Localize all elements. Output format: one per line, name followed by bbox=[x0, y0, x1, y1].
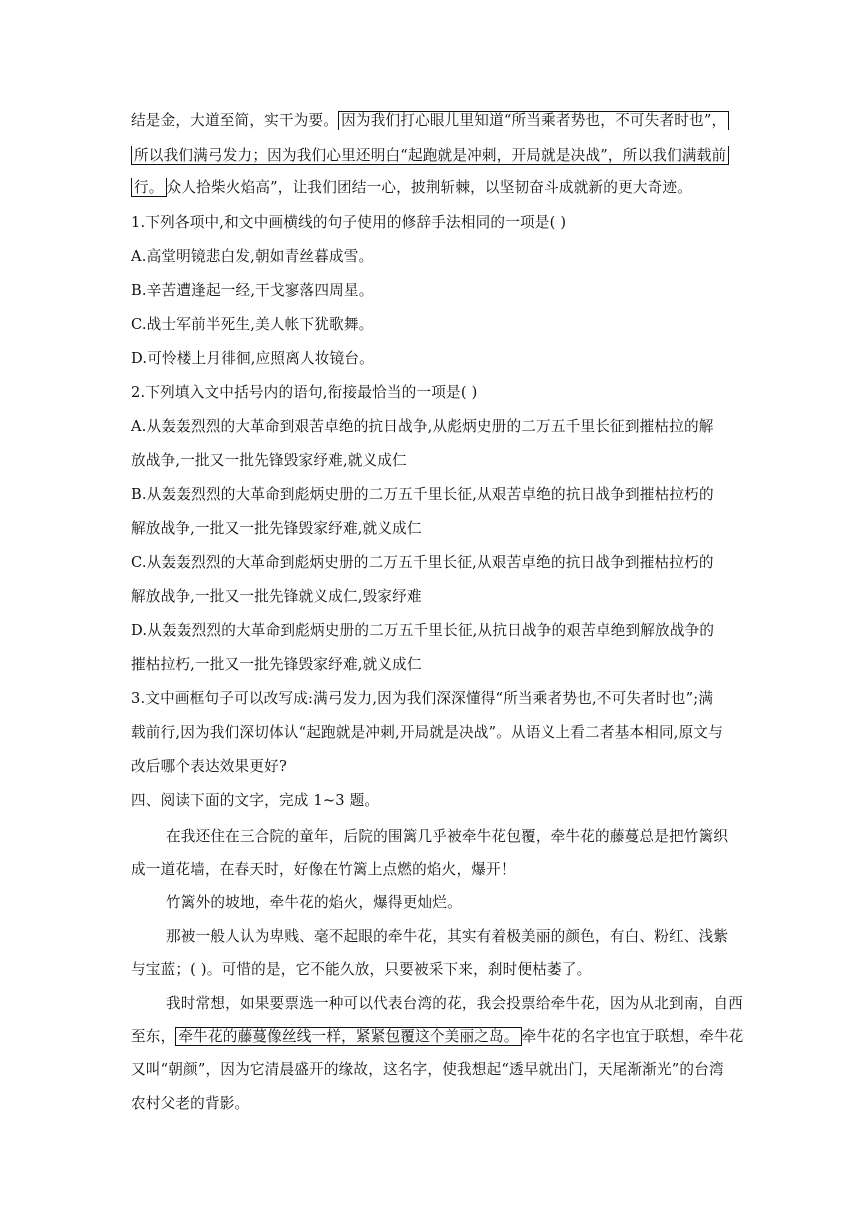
question-3-line-3: 改后哪个表达效果更好? bbox=[131, 758, 287, 775]
passage-line-2 bbox=[131, 145, 729, 167]
question-2-option-d-line-1: D.从轰轰烈烈的大革命到彪炳史册的二万五千里长征,从抗日战争的艰苦卓绝到解放战争的 bbox=[131, 622, 715, 639]
passage-text: 众人拾柴火焰高”，让我们团结一心，披荆斩棘，以坚韧奋斗成就新的更大奇迹。 bbox=[166, 179, 693, 196]
reading-paragraph-4-line-1: 我时常想，如果要票选一种可以代表台湾的花，我会投票给牵牛花，因为从北到南，自西 bbox=[166, 995, 743, 1012]
reading-paragraph-3-line-1: 那被一般人认为卑贱、毫不起眼的牵牛花，其实有着极美丽的颜色，有白、粉红、浅紫 bbox=[166, 928, 729, 945]
reading-paragraph-1-line-1: 在我还住在三合院的童年，后院的围篱几乎被牵牛花包覆，牵牛花的藤蔓总是把竹篱织 bbox=[166, 828, 729, 845]
reading-paragraph-4-line-2 bbox=[131, 1026, 744, 1048]
question-1-stem: 1.下列各项中,和文中画横线的句子使用的修辞手法相同的一项是( ) bbox=[131, 214, 567, 231]
passage-line-1 bbox=[131, 110, 729, 132]
reading-paragraph-2: 竹篱外的坡地，牵牛花的焰火，爆得更灿烂。 bbox=[166, 894, 462, 911]
question-2-option-d-line-2: 摧枯拉朽,一批又一批先锋毁家纾难,就义成仁 bbox=[131, 656, 422, 673]
question-2-option-c-line-2: 解放战争,一批又一批先锋就义成仁,毁家纾难 bbox=[131, 588, 422, 605]
framed-sentence-part: 行。 bbox=[131, 178, 167, 197]
question-2-option-c-line-1: C.从轰轰烈烈的大革命到彪炳史册的二万五千里长征,从艰苦卓绝的抗日战争到摧枯拉朽的 bbox=[131, 554, 714, 571]
question-2-option-a-line-2: 放战争,一批又一批先锋毁家纾难,就义成仁 bbox=[131, 452, 407, 469]
passage-text: 结是金，大道至简，实干为要。 bbox=[131, 112, 339, 129]
framed-sentence-part: 因为我们打心眼儿里知道“所当乘者势也，不可失者时也”， bbox=[338, 111, 729, 130]
reading-paragraph-4-line-4: 农村父老的背影。 bbox=[131, 1095, 250, 1112]
passage-line-3 bbox=[131, 177, 692, 199]
question-3-line-2: 载前行,因为我们深切体认“起跑就是冲刺,开局就是决战”。从语义上看二者基本相同,原文与 bbox=[131, 724, 724, 741]
question-1-option-a: A.高堂明镜悲白发,朝如青丝暮成雪。 bbox=[131, 248, 374, 265]
passage-text: 牵牛花的名字也宜于联想，牵牛花 bbox=[521, 1028, 744, 1045]
reading-paragraph-1-line-2: 成一道花墙，在春天时，好像在竹篱上点燃的焰火，爆开！ bbox=[131, 861, 516, 878]
reading-paragraph-3-line-2: 与宝蓝；( )。可惜的是，它不能久放，只要被采下来，刹时便枯萎了。 bbox=[131, 961, 592, 978]
framed-sentence-part: 所以我们满弓发力；因为我们心里还明白“起跑就是冲刺，开局就是决战”，所以我们满载前 bbox=[131, 146, 729, 165]
passage-text: 至东， bbox=[131, 1028, 176, 1045]
question-1-option-c: C.战士军前半死生,美人帐下犹歌舞。 bbox=[131, 316, 374, 333]
framed-sentence: 牵牛花的藤蔓像丝线一样，紧紧包覆这个美丽之岛。 bbox=[175, 1027, 521, 1046]
question-1-option-b: B.辛苦遭逢起一经,干戈寥落四周星。 bbox=[131, 282, 374, 299]
reading-paragraph-4-line-3: 又叫“朝颜”，因为它清晨盛开的缘故，这名字，使我想起“透早就出门，天尾渐渐光”的台湾 bbox=[131, 1061, 724, 1078]
question-2-option-b-line-1: B.从轰轰烈烈的大革命到彪炳史册的二万五千里长征,从艰苦卓绝的抗日战争到摧枯拉朽的 bbox=[131, 486, 714, 503]
section-4-heading: 四、阅读下面的文字，完成 1~3 题。 bbox=[131, 792, 380, 809]
question-1-option-d: D.可怜楼上月徘徊,应照离人妆镜台。 bbox=[131, 350, 374, 367]
question-3-line-1: 3.文中画框句子可以改写成:满弓发力,因为我们深深懂得“所当乘者势也,不可失者时也”;满 bbox=[131, 690, 714, 707]
question-2-option-a-line-1: A.从轰轰烈烈的大革命到艰苦卓绝的抗日战争,从彪炳史册的二万五千里长征到摧枯拉的解 bbox=[131, 418, 714, 435]
question-2-option-b-line-2: 解放战争,一批又一批先锋毁家纾难,就义成仁 bbox=[131, 520, 422, 537]
question-2-stem: 2.下列填入文中括号内的语句,衔接最恰当的一项是( ) bbox=[131, 384, 478, 401]
